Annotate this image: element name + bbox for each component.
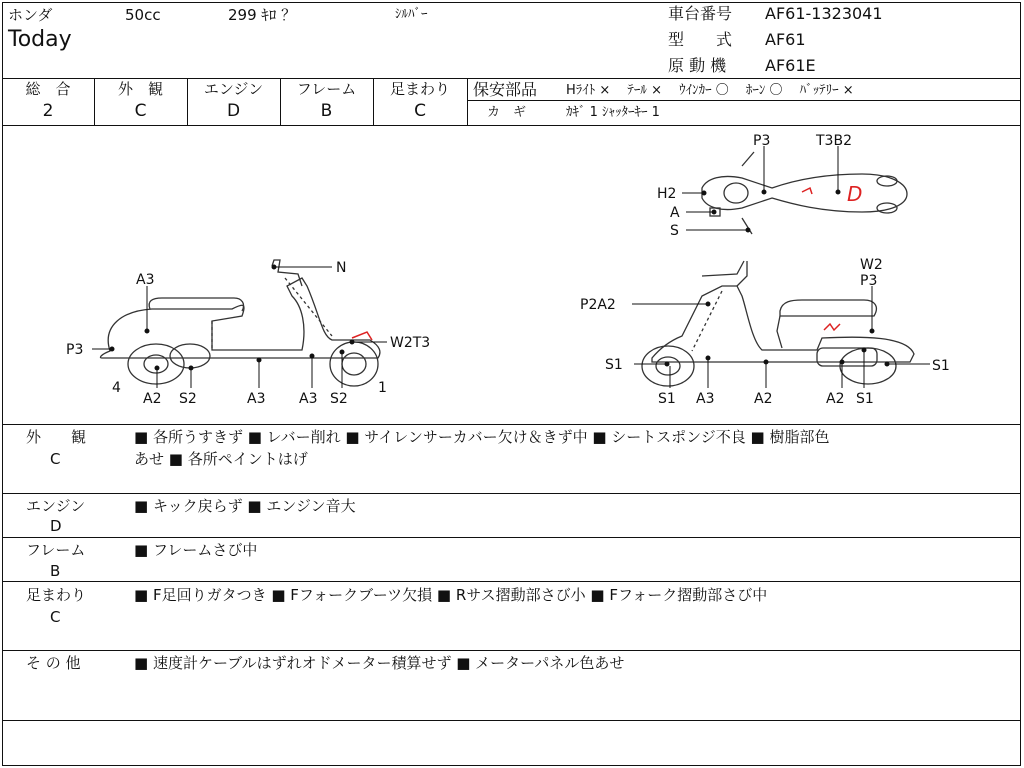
- divider: [467, 78, 468, 125]
- note-category: フレーム: [26, 541, 86, 559]
- label-s1-right-c: S1: [658, 391, 676, 407]
- label-h2: H2: [657, 186, 677, 202]
- label-a2-right2: A2: [826, 391, 845, 407]
- divider: [2, 720, 1021, 721]
- label-s-top: S: [670, 223, 679, 239]
- note-text: あせ ■ 各所ペイントはげ: [134, 450, 308, 468]
- note-text: ■ フレームさび中: [134, 541, 258, 559]
- key-label: カ ギ: [487, 105, 527, 120]
- grade-frame: B: [320, 101, 333, 121]
- divider: [467, 100, 1021, 101]
- note-text: ■ 速度計ケーブルはずれオドメーター積算せず ■ メーターパネル色あせ: [134, 654, 625, 672]
- note-grade: C: [50, 450, 61, 468]
- label-s1-right-a: S1: [605, 357, 623, 373]
- displacement: 50cc: [125, 6, 161, 24]
- label-a3-right: A3: [696, 391, 715, 407]
- note-category: 外 観: [26, 428, 87, 446]
- label-s1-right-d: S1: [856, 391, 874, 407]
- divider: [2, 650, 1021, 651]
- label-p2a2: P2A2: [580, 297, 616, 313]
- label-p3-right: P3: [860, 273, 878, 289]
- model-type-label: 型 式: [668, 30, 733, 49]
- mileage: 299 ｷﾛ ？: [228, 6, 297, 24]
- divider: [2, 424, 1021, 425]
- divider: [2, 78, 1021, 79]
- label-a2-left: A2: [143, 391, 162, 407]
- label-w2-right: W2: [860, 257, 883, 273]
- label-n: N: [336, 260, 347, 276]
- label-s2-left2: S2: [330, 391, 348, 407]
- grade-exterior: C: [134, 101, 147, 121]
- frame-number-value: AF61-1323041: [765, 4, 883, 23]
- label-1: 1: [378, 380, 387, 396]
- frame-number-label: 車台番号: [668, 4, 733, 23]
- note-text: ■ 各所うすきず ■ レバー削れ ■ サイレンサーカバー欠け＆きず中 ■ シートスポンジ不良 ■ 樹脂部色: [134, 428, 830, 446]
- note-category: 足まわり: [26, 586, 87, 604]
- note-category: エンジン: [26, 497, 86, 515]
- label-s1-right-b: S1: [932, 358, 950, 374]
- label-a3-left2: A3: [247, 391, 266, 407]
- model-type-value: AF61: [765, 30, 806, 49]
- engine-model-value: AF61E: [765, 56, 816, 75]
- label-p3-left: P3: [66, 342, 84, 358]
- grade-engine-label: エンジン: [203, 80, 264, 98]
- grade-exterior-label: 外 観: [117, 80, 163, 98]
- damage-letter-d: D: [847, 182, 863, 206]
- damage-mark: [824, 324, 840, 330]
- label-a3-left: A3: [136, 272, 155, 288]
- key-value: ｶｷﾞ 1 ｼｬｯﾀｰｷｰ 1: [566, 105, 660, 120]
- scooter-top-view: [702, 152, 907, 234]
- model-name: Today: [8, 27, 72, 52]
- note-text: ■ キック戻らず ■ エンジン音大: [134, 497, 356, 515]
- label-p3-top: P3: [753, 133, 771, 149]
- label-a-top: A: [670, 205, 680, 221]
- grade-frame-label: フレーム: [296, 80, 357, 98]
- label-s2-left: S2: [179, 391, 197, 407]
- note-category: そ の 他: [26, 654, 81, 672]
- label-a2-right: A2: [754, 391, 773, 407]
- divider: [2, 581, 1021, 582]
- grade-engine: D: [226, 101, 241, 121]
- note-grade: C: [50, 608, 61, 626]
- note-text: ■ F足回りガタつき ■ Fフォークブーツ欠損 ■ Rサス摺動部さび小 ■ Fフォーク摺動部さび中: [134, 586, 768, 604]
- divider: [2, 537, 1021, 538]
- grade-overall-label: 総 合: [25, 80, 71, 98]
- damage-mark: [352, 332, 372, 340]
- inspection-diagram: [2, 126, 1021, 424]
- label-a3-left3: A3: [299, 391, 318, 407]
- note-grade: D: [50, 517, 62, 535]
- note-grade: B: [50, 562, 61, 580]
- safety-parts-items: Hﾗｲﾄ × ﾃｰﾙ × ｳｲﾝｶｰ 〇 ﾎｰﾝ 〇 ﾊﾞｯﾃﾘｰ ×: [566, 83, 854, 98]
- grade-suspension-label: 足まわり: [389, 80, 450, 98]
- divider: [2, 493, 1021, 494]
- safety-parts-label: 保安部品: [473, 80, 538, 99]
- label-t3b2: T3B2: [816, 133, 852, 149]
- grade-overall: 2: [42, 101, 54, 121]
- grade-suspension: C: [414, 101, 426, 121]
- maker: ホンダ: [8, 6, 53, 24]
- label-4: 4: [112, 380, 121, 396]
- label-w2t3: W2T3: [390, 335, 431, 351]
- color: ｼﾙﾊﾞｰ: [395, 7, 428, 22]
- damage-mark: [802, 188, 812, 194]
- engine-model-label: 原 動 機: [668, 56, 727, 75]
